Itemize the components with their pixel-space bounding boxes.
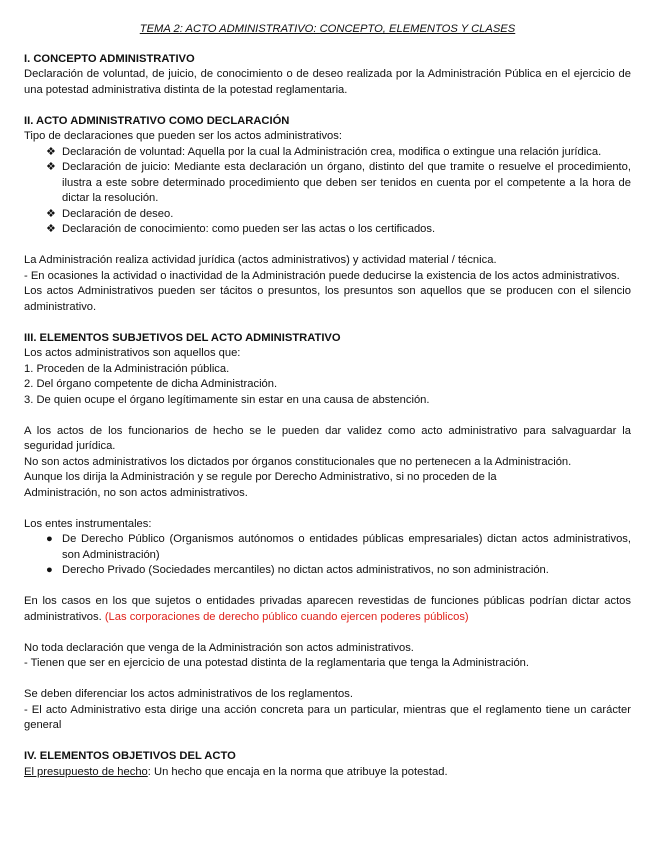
- section-heading-objetivos: IV. ELEMENTOS OBJETIVOS DEL ACTO: [24, 750, 236, 762]
- declaracion-intro: Tipo de declaraciones que pueden ser los actos administrativos:: [24, 130, 342, 142]
- diamond-bullet-icon: ❖: [46, 161, 57, 173]
- section-heading-declaracion: II. ACTO ADMINISTRATIVO COMO DECLARACIÓN: [24, 114, 290, 127]
- funcionarios-paragraph: A los actos de los funcionarios de hecho se le pueden dar validez como acto administrativo para salvaguardar la seguridad jurídica.: [24, 424, 631, 452]
- corporaciones-note: (Las corporaciones de derecho público cuando ejercen poderes públicos): [104, 610, 469, 623]
- entes-intro: Los entes instrumentales:: [24, 517, 152, 530]
- list-item: ❖ Declaración de deseo.: [24, 207, 631, 223]
- reglamentos-paragraph: Se deben diferenciar los actos administrativos de los reglamentos.: [24, 688, 353, 700]
- dot-bullet-icon: ●: [46, 533, 53, 545]
- numbered-item-2: 2. Del órgano competente de dicha Administración.: [24, 378, 278, 390]
- dot-bullet-icon: ●: [46, 564, 53, 576]
- diamond-bullet-icon: ❖: [46, 207, 57, 220]
- concepto-paragraph: Declaración de voluntad, de juicio, de conocimiento o de deseo realizada por la Administración Pública en el ejercicio de una potestad administrativa distinta de la potestad reglamentaria.: [24, 68, 631, 96]
- declaracion-list: [24, 145, 631, 238]
- inactividad-paragraph: - En ocasiones la actividad o inactividad de la Administración puede deducirse la existencia de los actos administrativos.: [24, 269, 620, 282]
- subjetivos-intro: Los actos administrativos son aquellos que:: [24, 347, 241, 359]
- acto-concreto-paragraph: - El acto Administrativo esta dirige una acción concreta para un particular, mientras que el reglamento tiene un carácter general: [24, 703, 631, 731]
- list-item: ● Derecho Privado (Sociedades mercantiles) no dictan actos administrativos, no son administración.: [24, 563, 631, 579]
- list-item: ❖ Declaración de conocimiento: como pueden ser las actas o los certificados.: [24, 222, 631, 238]
- entes-list: [24, 532, 631, 579]
- list-item: ❖ Declaración de juicio: Mediante esta declaración un órgano, distinto del que tramite o resuelve el procedimiento, ilustra a este sobre determinado procedimiento que deben ser tenidos en cuenta por el competente a la hora de dictar la resolución.: [46, 161, 631, 204]
- actividad-paragraph: La Administración realiza actividad jurídica (actos administrativos) y actividad material / técnica.: [24, 254, 497, 266]
- presupuesto-term: El presupuesto de hecho: [24, 765, 148, 778]
- organos-paragraph: No son actos administrativos los dictados por órganos constitucionales que no pertenecen a la Administración.: [24, 455, 572, 468]
- list-item: ● De Derecho Público (Organismos autónomos o entidades públicas empresariales) dictan actos administrativos, son Administración): [46, 533, 631, 561]
- potestad-paragraph: - Tienen que ser en ejercicio de una potestad distinta de la reglamentaria que tenga la Administración.: [24, 657, 529, 669]
- aunque-line-2: Administración, no son actos administrativos.: [24, 486, 248, 499]
- diamond-bullet-icon: ❖: [46, 223, 57, 235]
- list-item: ❖ Declaración de voluntad: Aquella por la cual la Administración crea, modifica o extingue una relación jurídica.: [24, 145, 631, 161]
- presupuesto-paragraph: El presupuesto de hecho: Un hecho que encaja en la norma que atribuye la potestad.: [24, 765, 448, 778]
- no-toda-paragraph: No toda declaración que venga de la Administración son actos administrativos.: [24, 641, 414, 654]
- numbered-item-1: 1. Proceden de la Administración pública.: [24, 362, 230, 375]
- aunque-line-1: Aunque los dirija la Administración y se regule por Derecho Administrativo, si no proceden de la: [24, 471, 497, 483]
- diamond-bullet-icon: ❖: [46, 145, 57, 158]
- tacitos-paragraph: Los actos Administrativos pueden ser tácitos o presuntos, los presuntos son aquellos que se producen con el silencio administrativo.: [24, 285, 631, 313]
- document-title: TEMA 2: ACTO ADMINISTRATIVO: CONCEPTO, ELEMENTOS Y CLASES: [139, 23, 516, 35]
- section-heading-subjetivos: III. ELEMENTOS SUBJETIVOS DEL ACTO ADMINISTRATIVO: [24, 331, 341, 344]
- numbered-item-3: 3. De quien ocupe el órgano legítimamente sin estar en una causa de abstención.: [24, 393, 430, 406]
- privadas-paragraph: En los casos en los que sujetos o entidades privadas aparecen revestidas de funciones públicas podrían dictar actos administrativos. (Las corporaciones de derecho público cuando ejercen poderes públicos): [24, 595, 631, 623]
- section-heading-concepto: I. CONCEPTO ADMINISTRATIVO: [24, 52, 195, 65]
